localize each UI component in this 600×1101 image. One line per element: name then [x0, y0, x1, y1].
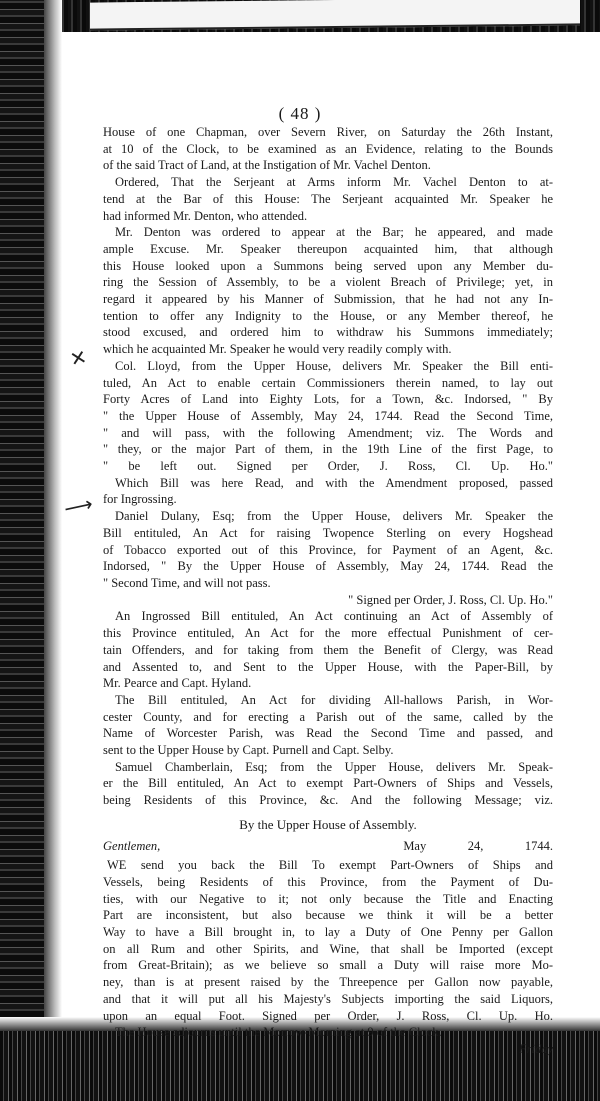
salutation: Gentlemen,	[103, 838, 161, 853]
message-heading: By the Upper House of Assembly.	[239, 816, 417, 832]
message-line: and that it will put all his Majesty's Subjects importing the said Liquors,	[103, 991, 553, 1006]
text-line: ring the Session of Assembly, to be a violent Breach of Privilege; yet, in	[103, 275, 553, 290]
text-line: tention to offer any Indignity to the House, or any Member thereof, he	[103, 308, 553, 323]
text-line: Forty Acres of Land into Eighty Lots, for a Town, &c. Indorsed, " By	[103, 392, 553, 407]
text-line: " Signed per Order, J. Ross, Cl. Up. Ho."	[348, 592, 553, 607]
text-line: this Province entituled, An Act for the more effectual Punishment of cer-	[103, 626, 553, 641]
main-paragraphs	[103, 124, 553, 809]
text-line: Ordered, That the Serjeant at Arms inform Mr. Vachel Denton to at-	[115, 175, 553, 190]
message-line: Vessels, being Residents of this Province, from the Payment of Du-	[103, 874, 553, 889]
message-line: The House adjourns until the Morrow-Morning at 9 of the Clock.	[115, 1025, 442, 1040]
message-line: Part are inconsistent, but also because we think it will be a better	[103, 908, 553, 923]
text-line: had informed Mr. Denton, who attended.	[103, 208, 308, 223]
text-line: Indorsed, " By the Upper House of Assembly, May 24, 1744. Read the	[103, 559, 553, 574]
text-line: which he acquainted Mr. Speaker he would very readily comply with.	[103, 342, 452, 357]
scan-shadow-left	[44, 0, 62, 1101]
text-line: Name of Worcester Parish, was Read the Second Time and passed, and	[103, 726, 553, 741]
text-line: The Bill entituled, An Act for dividing All-hallows Parish, in Wor-	[115, 692, 553, 707]
text-line: Mr. Denton was ordered to appear at the Bar; he appeared, and made	[115, 225, 553, 240]
document-body	[103, 124, 553, 1058]
text-line: of the said Tract of Land, at the Instigation of Mr. Vachel Denton.	[103, 158, 431, 173]
text-line: tuled, An Act to enable certain Commissioners therein named, to lay out	[103, 375, 553, 390]
text-line: House of one Chapman, over Severn River, on Saturday the 26th Instant,	[103, 125, 553, 139]
text-line: Col. Lloyd, from the Upper House, delivers Mr. Speaker the Bill enti-	[115, 358, 553, 373]
message-line: ney, than is at present raised by the Threepence per Gallon now payable,	[103, 975, 553, 990]
text-line: tain Offenders, and for taking from them the Benefit of Clergy, was Read	[103, 642, 553, 657]
message-line: from Great-Britain); as we believe so small a Duty will raise more Mo-	[103, 958, 553, 973]
message-salutation-row	[103, 838, 553, 855]
text-line: of Tobacco exported out of this Province, for Payment of an Agent, &c.	[103, 542, 553, 557]
text-line: " Second Time, and will not pass.	[103, 575, 271, 590]
previous-page-edge	[90, 0, 580, 31]
catchword: Friday	[518, 1041, 553, 1056]
text-line: at 10 of the Clock, to be examined as an Evidence, relating to the Bounds	[103, 141, 553, 156]
text-line: sent to the Upper House by Capt. Purnell and Capt. Selby.	[103, 743, 394, 758]
message-body	[103, 857, 553, 1041]
text-line: An Ingrossed Bill entituled, An Act continuing an Act of Assembly of	[115, 609, 553, 624]
message-line: ties, with our Negative to it; not only because the Title and Enacting	[103, 891, 553, 906]
text-line: for Ingrossing.	[103, 492, 177, 507]
message-line: WE send you back the Bill To exempt Part-Owners of Ships and	[107, 858, 553, 873]
text-line: Mr. Pearce and Capt. Hyland.	[103, 676, 252, 691]
text-line: " and will pass, with the following Amendment; viz. The Words and	[103, 425, 553, 440]
text-line: " they, or the major Part of them, in the 19th Line of the first Page, to	[103, 442, 553, 457]
text-line: Which Bill was here Read, and with the Amendment proposed, passed	[115, 475, 553, 490]
margin-arrow-mark: ⟶	[61, 491, 95, 521]
text-line: Bill entituled, An Act for raising Twopence Sterling on every Hogshead	[103, 525, 553, 540]
scan-border-left	[0, 0, 44, 1101]
text-line: cester County, and for erecting a Parish out of the same, called by the	[103, 709, 553, 724]
text-line: this House looked upon a Summons being served upon any Member du-	[103, 258, 553, 273]
message-line: upon an equal Foot. Signed per Order, J. Ross, Cl. Up. Ho.	[103, 1008, 553, 1023]
text-line: regard it appeared by his Manner of Submission, that he had not any In-	[103, 292, 553, 307]
text-line: stood excused, and ordered him to withdraw his Summons immediately;	[103, 325, 553, 340]
text-line: " the Upper House of Assembly, May 24, 1744. Read the Second Time,	[103, 408, 553, 423]
text-line: tend at the Bar of this House: The Serjeant acquainted Mr. Speaker he	[103, 191, 553, 206]
text-line: being Residents of this Province, &c. And the following Message; viz.	[103, 793, 553, 808]
text-line: er the Bill entituled, An Act to exempt Part-Owners of Ships and Vessels,	[103, 776, 553, 791]
text-line: and Assented to, and Sent to the Upper House, with the Paper-Bill, by	[103, 659, 553, 674]
message-line: Way to have a Bill brought in, to lay a Duty of One Penny per Gallon	[103, 925, 553, 940]
page-number: ( 48 )	[278, 104, 322, 123]
message-date: May 24, 1744.	[403, 838, 553, 853]
text-line: Samuel Chamberlain, Esq; from the Upper House, delivers Mr. Speak-	[115, 759, 553, 774]
text-line: Daniel Dulany, Esq; from the Upper House, delivers Mr. Speaker the	[115, 509, 553, 524]
text-line: " be left out. Signed per Order, J. Ross, Cl. Up. Ho."	[103, 459, 553, 474]
text-line: ample Excuse. Mr. Speaker thereupon acquainted him, that although	[103, 241, 553, 256]
margin-cross-mark: ✕	[67, 344, 90, 372]
message-line: on all Rum and other Spirits, and Wine, that shall be Imported (except	[103, 941, 553, 956]
